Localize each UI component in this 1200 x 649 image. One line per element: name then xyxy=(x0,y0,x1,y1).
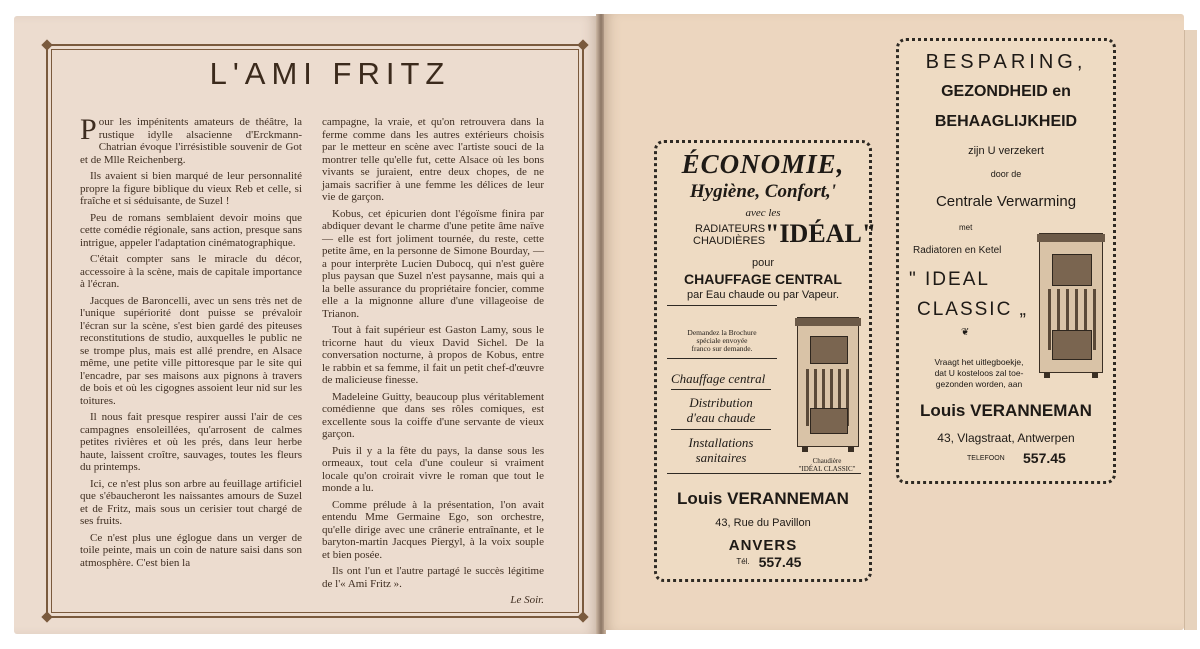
company-name: Louis VERANNEMAN xyxy=(677,489,849,508)
company-address: 43, Vlagstraat, Antwerpen xyxy=(937,431,1075,445)
paragraph: Peu de romans semblaient devoir moins que cette comédie régionale, sans action, presque sans intrigue, appeler l'adaptation cinématographique. xyxy=(80,211,302,249)
ad-service: CHAUFFAGE CENTRAL xyxy=(684,271,842,287)
paragraph: Comme prélude à la présentation, l'on avait entendu Mme Germaine Ego, son orchestre, qu'elle dirige avec une crânerie entraînante, et le baryton-martin Jacques Piergyl, à la voix souple et bien posée. xyxy=(322,498,544,561)
ad-text: pour xyxy=(751,257,775,269)
article-signature: Le Soir. xyxy=(510,594,544,606)
service-item: Installations sanitaires xyxy=(688,435,754,465)
ad-headline: ÉCONOMIE, xyxy=(681,149,845,179)
paragraph: Puis il y a la fête du pays, la danse sous les ormeaux, tout cela d'une couleur si vraiment locale qu'on croirait vivre le roman que tout le monde a lu. xyxy=(322,444,544,494)
divider xyxy=(667,473,861,474)
page-edge xyxy=(1184,30,1197,630)
paragraph: campagne, la vraie, et qu'on retrouvera dans la ferme comme dans les autres extérieurs choisis par le metteur en scène avec l'artiste souci de la montrer telle qu'elle fut, cette Alsace où les bons vivants se juraient, entre deux chopes, de ne jamais sacrifier à une femme les délices de leur vie de garçon. xyxy=(322,116,544,203)
company-city: ANVERS xyxy=(728,537,798,554)
ad-headline: BESPARING, xyxy=(925,51,1087,73)
tel-label: TELEFOON xyxy=(967,455,1005,462)
company-address: 43, Rue du Pavillon xyxy=(715,517,811,529)
paragraph: Ils avaient si bien marqué de leur personnalité propre la figure biblique du vieux Reb et celle, si fraîche et si séduisante, de Suzel ! xyxy=(80,170,302,207)
ad-headline-2: Hygiène, Confort,' xyxy=(689,181,837,202)
phone-number: 557.45 xyxy=(1023,450,1066,466)
service-item: Chauffage central xyxy=(671,371,766,386)
paragraph: Kobus, cet épicurien dont l'égoïsme finira par abdiquer devant le charme d'une petite âme naïve — elle est fort joliment tournée, du reste, cette petite âme, en la personne de Simone Bourday, — a pour interprète Lucien Dubocq, qui n'est guère plus paysan que Suzel n'est paysanne, mais qui a la belle assurance du propriétaire foncier, comme elle a la mignonne allure d'une villageoise de Trianon. xyxy=(322,207,544,320)
divider xyxy=(671,389,771,390)
brand-line: CHAUDIÈRES xyxy=(693,235,766,247)
divider xyxy=(671,429,771,430)
product-name: " IDEAL xyxy=(909,269,990,290)
boiler-illustration-icon xyxy=(797,317,859,447)
paragraph: Ce n'est plus une églogue dans un verger de toile peinte, mais un coin de nature saisi dans son atmosphère. C'est bien la xyxy=(80,531,302,569)
ad-ideal-classic xyxy=(896,38,1116,484)
ad-text: door de xyxy=(990,169,1022,179)
product-line: Radiatoren en Ketel xyxy=(913,245,1002,256)
article-column-right xyxy=(322,116,544,607)
ad-headline-2: GEZONDHEID en xyxy=(941,83,1071,100)
article-title: L'AMI FRITZ xyxy=(209,56,451,91)
phone-number: 557.45 xyxy=(758,554,802,570)
paragraph: Jacques de Baroncelli, avec un sens très net de l'unique supériorité dont puisse se prévaloir l'écran sur la scène, s'est bien gardé des piteuses reconstitutions de studio, auxquelles le public ne se trompe plus, mais est allé prendre, en Alsace même, une petite ville pittoresque par le site qui l'encadre, par ses maisons aux pignons à travers de bois et où les cigognes assoient leur nid sur les toitures. xyxy=(80,294,302,407)
fleuron-icon: ❦ xyxy=(961,327,970,338)
company-name: Louis VERANNEMAN xyxy=(920,401,1092,420)
drop-cap: P xyxy=(80,113,97,146)
service-item: Distribution d'eau chaude xyxy=(686,395,756,425)
divider xyxy=(667,305,777,306)
paragraph: C'était compter sans le miracle du décor, accessoire à la scène, mais de capitale importance à l'écran. xyxy=(80,253,302,290)
product-name-2: CLASSIC „ xyxy=(917,299,1028,320)
paragraph: Tout à fait supérieur est Gaston Lamy, sous le tricorne haut du vieux David Sichel. De la conversation nocturne, à propos de Kobus, entre le rabbin et sa femme, il fait un petit chef-d'œuvre de malicieuse finesse. xyxy=(322,324,544,386)
brand-name: "IDÉAL" xyxy=(765,219,877,248)
brochure-note: Demandez la Brochure spéciale envoyée franco sur demande. xyxy=(687,328,757,353)
paragraph: Ils ont l'un et l'autre partagé le succès légitime de l'« Ami Fritz ». xyxy=(322,565,544,590)
divider xyxy=(667,358,777,359)
brand-lines xyxy=(693,223,765,247)
tel-label: Tél. xyxy=(736,557,750,566)
ad-ideal xyxy=(654,140,877,582)
brochure-note: Vraagt het uitlegboekje, dat U kosteloos zal toe- gezonden worden, aan xyxy=(934,357,1024,389)
paragraph: Madeleine Guitty, beaucoup plus véritablement comédienne que dans ses rôles comiques, est excellente sous la coiffe d'une servante de vieux garçon. xyxy=(322,390,544,440)
brand-line: RADIATEURS xyxy=(695,223,766,235)
ad-text: met xyxy=(959,223,973,232)
ad-headline-3: BEHAAGLIJKHEID xyxy=(934,113,1078,130)
boiler-illustration-icon xyxy=(1039,233,1103,373)
paragraph: Il nous fait presque respirer aussi l'air de ces campagnes ensoleillées, qu'arrosent de calmes petites rivières et où les prés, dans leur herbe haute, laissent croître, sauvages, toutes les fleurs du printemps. xyxy=(80,411,302,473)
paragraph: Ici, ce n'est plus son arbre au feuillage artificiel que s'ébaucheront les naissantes amours de Suzel et de Fritz, mais sous un cerisier tout chargé de ses fruits. xyxy=(80,477,302,527)
ad-text: avec les xyxy=(745,207,781,219)
ad-text: zijn U verzekert xyxy=(968,145,1044,157)
ad-text: par Eau chaude ou par Vapeur. xyxy=(686,289,840,301)
article-column-left xyxy=(80,113,302,573)
boiler-caption: Chaudière "IDÉAL CLASSIC" xyxy=(798,457,856,473)
paragraph: Pour les impénitents amateurs de théâtre, la rustique idylle alsacienne d'Erckmann-Chatrian évoque l'irrésistible souvenir de Got et de Mlle Reichenberg. xyxy=(80,113,302,166)
ad-service: Centrale Verwarming xyxy=(935,193,1077,210)
